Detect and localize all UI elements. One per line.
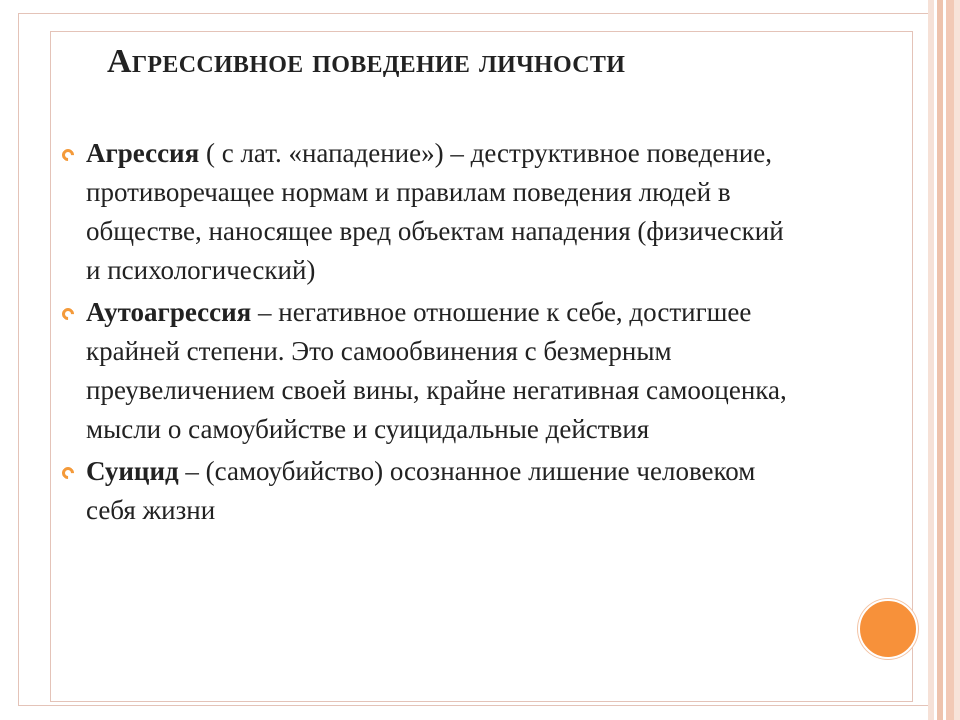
bullet-text: – негативное отношение к себе, достигшее крайней степени. Это самообвинения с безмерным преувеличением своей вины, крайне негативная самооценка, мысли о самоубийстве и суицидальные действия (86, 297, 787, 444)
bullet-list (62, 134, 792, 533)
bullet-text: ( с лат. «нападение») – деструктивное поведение, противоречащее нормам и правилам поведения людей в обществе, наносящее вред объектам нападения (физический и психологический) (86, 138, 784, 285)
bullet-term: Суицид (86, 456, 179, 486)
decorative-stripe (946, 0, 954, 720)
bullet-term: Агрессия (86, 138, 200, 168)
bullet-item-autoaggression (62, 293, 792, 449)
circle-bullet-icon (60, 465, 77, 482)
bullet-term: Аутоагрессия (86, 297, 252, 327)
bullet-text: – (самоубийство) осознанное лишение человеком себя жизни (86, 456, 756, 525)
slide-title: Агрессивное поведение личности (107, 43, 626, 80)
accent-circle (858, 599, 918, 659)
circle-bullet-icon (60, 306, 77, 323)
decorative-stripe (954, 0, 960, 720)
bullet-item-suicide (62, 452, 792, 530)
bullet-item-aggression (62, 134, 792, 290)
circle-bullet-icon (60, 147, 77, 164)
